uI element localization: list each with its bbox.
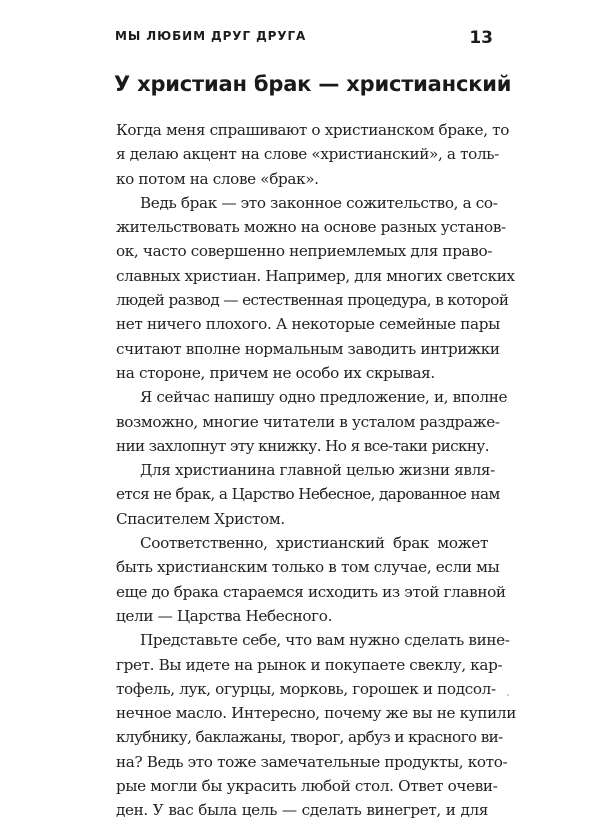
running-head: МЫ ЛЮБИМ ДРУГ ДРУГА xyxy=(115,29,307,43)
text-line: нии захлопнут эту книжку. Но я все-таки рискну. xyxy=(116,436,489,455)
text-line: я делаю акцент на слове «христианский», а толь- xyxy=(116,145,499,164)
text-line: жительствовать можно на основе разных установ- xyxy=(116,218,506,237)
text-line: ок, часто совершенно неприемлемых для право- xyxy=(116,242,493,261)
text-line: цели — Царства Небесного. xyxy=(116,606,333,625)
text-line: нет ничего плохого. А некоторые семейные пары xyxy=(116,315,500,334)
text-line: еще до брака стараемся исходить из этой главной xyxy=(116,582,506,601)
text-line: возможно, многие читатели в усталом раздраже- xyxy=(116,412,500,431)
text-line: ко потом на слове «брак». xyxy=(116,169,319,188)
text-line: ется не брак, а Царство Небесное, дарованное нам xyxy=(116,485,500,504)
text-line: Я сейчас напишу одно предложение, и, вполне xyxy=(140,388,508,407)
text-line: на? Ведь это тоже замечательные продукты, кото- xyxy=(116,752,508,771)
chapter-title: У христиан брак — христианский xyxy=(114,72,512,96)
text-line: быть христианским только в том случае, если мы xyxy=(116,558,500,577)
text-line: Спасителем Христом. xyxy=(116,509,285,528)
text-line: ден. У вас была цель — сделать винегрет, и для xyxy=(116,801,488,820)
text-line: людей развод — естественная процедура, в которой xyxy=(116,291,509,310)
text-line: Ведь брак — это законное сожительство, а со- xyxy=(140,193,498,212)
text-line: славных христиан. Например, для многих светских xyxy=(116,266,515,285)
text-line: тофель, лук, огурцы, морковь, горошек и подсол- xyxy=(116,679,496,698)
text-line: грет. Вы идете на рынок и покупаете свеклу, кар- xyxy=(116,655,503,674)
text-line: нечное масло. Интересно, почему же вы не купили xyxy=(116,704,517,723)
text-line: считают вполне нормальным заводить интрижки xyxy=(116,339,500,358)
text-line: рые могли бы украсить любой стол. Ответ очеви- xyxy=(116,777,498,796)
text-line: Представьте себе, что вам нужно сделать вине- xyxy=(140,631,510,650)
body-text xyxy=(116,118,517,823)
text-line: Когда меня спрашивают о христианском браке, то xyxy=(116,121,509,139)
text-line: Для христианина главной целью жизни явля- xyxy=(140,461,495,480)
paper-speck xyxy=(507,694,509,696)
text-line: Соответственно, христианский брак может xyxy=(140,534,488,553)
page-number: 13 xyxy=(469,28,493,48)
text-line: на стороне, причем не особо их скрывая. xyxy=(116,363,435,382)
text-line: клубнику, баклажаны, творог, арбуз и красного ви- xyxy=(116,728,503,747)
